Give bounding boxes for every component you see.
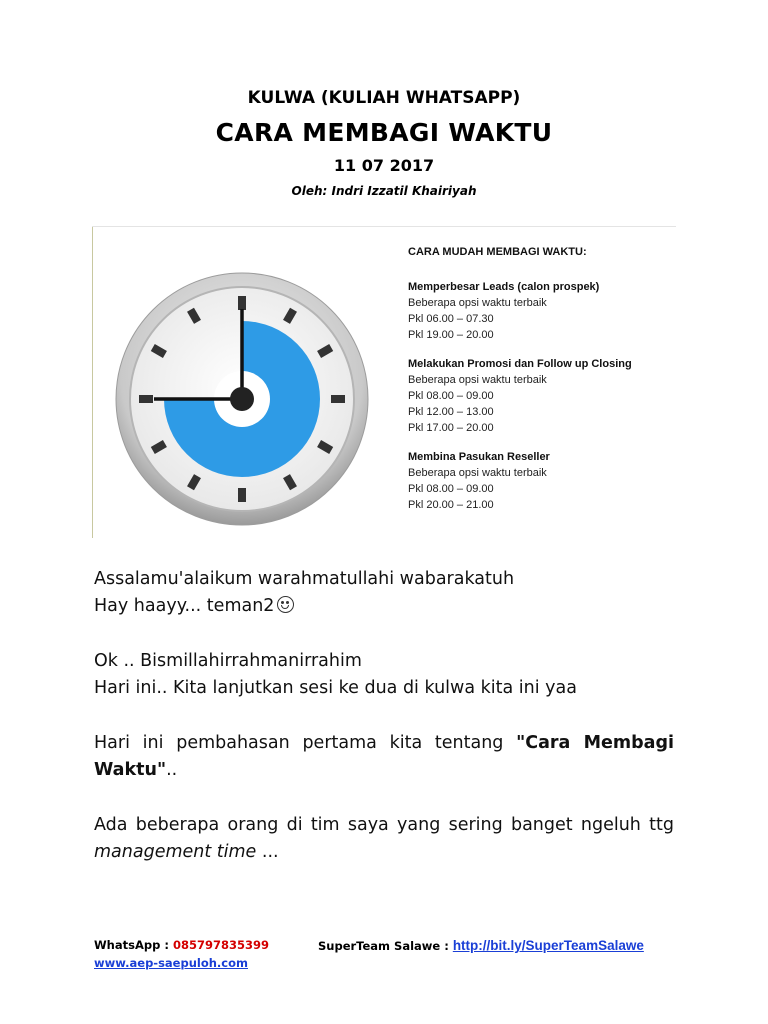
page-footer bbox=[94, 938, 694, 970]
hello-text: Hay haayy... teman2 bbox=[94, 596, 275, 616]
tips-group-reseller bbox=[408, 449, 676, 513]
document-title: CARA MEMBAGI WAKTU bbox=[215, 118, 553, 147]
article-body bbox=[94, 566, 674, 894]
clock-tick bbox=[238, 488, 246, 502]
time-tips-figure bbox=[92, 226, 676, 538]
whatsapp-contact bbox=[94, 938, 269, 952]
tips-time-slot: Pkl 08.00 – 09.00 bbox=[408, 390, 494, 402]
figure-border-top bbox=[92, 226, 676, 227]
tips-panel bbox=[408, 246, 676, 526]
complaint-term: management time bbox=[94, 842, 257, 862]
document-subtitle: KULWA (KULIAH WHATSAPP) bbox=[247, 88, 521, 108]
tips-time-slot: Pkl 19.00 – 20.00 bbox=[408, 329, 494, 341]
tips-time-slot: Pkl 08.00 – 09.00 bbox=[408, 483, 494, 495]
clock-tick bbox=[331, 395, 345, 403]
complaint-suffix: ... bbox=[256, 842, 279, 862]
grinning-face-icon bbox=[277, 596, 294, 613]
website-link[interactable]: www.aep-saepuloh.com bbox=[94, 956, 248, 970]
clock-tick bbox=[238, 296, 246, 310]
tips-title: CARA MUDAH MEMBAGI WAKTU: bbox=[408, 246, 587, 258]
tips-time-slot: Pkl 12.00 – 13.00 bbox=[408, 406, 494, 418]
tips-time-slot: Pkl 20.00 – 21.00 bbox=[408, 499, 494, 511]
tips-group-subheading: Beberapa opsi waktu terbaik bbox=[408, 374, 547, 386]
whatsapp-number[interactable]: 085797835399 bbox=[172, 938, 269, 952]
bismillah-line: Ok .. Bismillahirrahmanirrahim bbox=[94, 651, 362, 671]
clock-tick bbox=[139, 395, 153, 403]
tips-group-leads bbox=[408, 279, 676, 343]
tips-group-heading: Memperbesar Leads (calon prospek) bbox=[408, 281, 600, 293]
tips-group-heading: Melakukan Promosi dan Follow up Closing bbox=[408, 358, 632, 370]
tips-group-promotion bbox=[408, 356, 676, 436]
tips-group-subheading: Beberapa opsi waktu terbaik bbox=[408, 297, 547, 309]
clock-pivot bbox=[230, 387, 254, 411]
tips-group-heading: Membina Pasukan Reseller bbox=[408, 451, 550, 463]
paragraph-greeting bbox=[94, 566, 674, 620]
topic-title: "Cara Membagi Waktu" bbox=[94, 733, 674, 780]
document-date: 11 07 2017 bbox=[333, 156, 435, 175]
tips-group-subheading: Beberapa opsi waktu terbaik bbox=[408, 467, 547, 479]
whatsapp-label: WhatsApp : bbox=[94, 938, 173, 952]
greeting-line: Assalamu'alaikum warahmatullahi wabarakatuh bbox=[94, 569, 515, 589]
team-link[interactable]: http://bit.ly/SuperTeamSalawe bbox=[452, 938, 644, 953]
footer-contact-row bbox=[94, 938, 694, 956]
paragraph-opening bbox=[94, 648, 674, 702]
complaint-prefix: Ada beberapa orang di tim saya yang sering banget ngeluh ttg bbox=[94, 815, 674, 835]
figure-border-left bbox=[92, 226, 93, 538]
topic-suffix: .. bbox=[166, 760, 178, 780]
tips-time-slot: Pkl 06.00 – 07.30 bbox=[408, 313, 494, 325]
topic-prefix: Hari ini pembahasan pertama kita tentang bbox=[94, 733, 517, 753]
paragraph-topic bbox=[94, 730, 674, 784]
team-label: SuperTeam Salawe : bbox=[318, 939, 453, 953]
tips-time-slot: Pkl 17.00 – 20.00 bbox=[408, 422, 494, 434]
document-author: Oleh: Indri Izzatil Khairiyah bbox=[291, 184, 477, 198]
session-line: Hari ini.. Kita lanjutkan sesi ke dua di kulwa kita ini yaa bbox=[94, 678, 577, 698]
clock-icon bbox=[114, 271, 370, 527]
paragraph-complaint bbox=[94, 812, 674, 866]
hello-line bbox=[94, 593, 674, 620]
team-contact bbox=[318, 938, 644, 953]
